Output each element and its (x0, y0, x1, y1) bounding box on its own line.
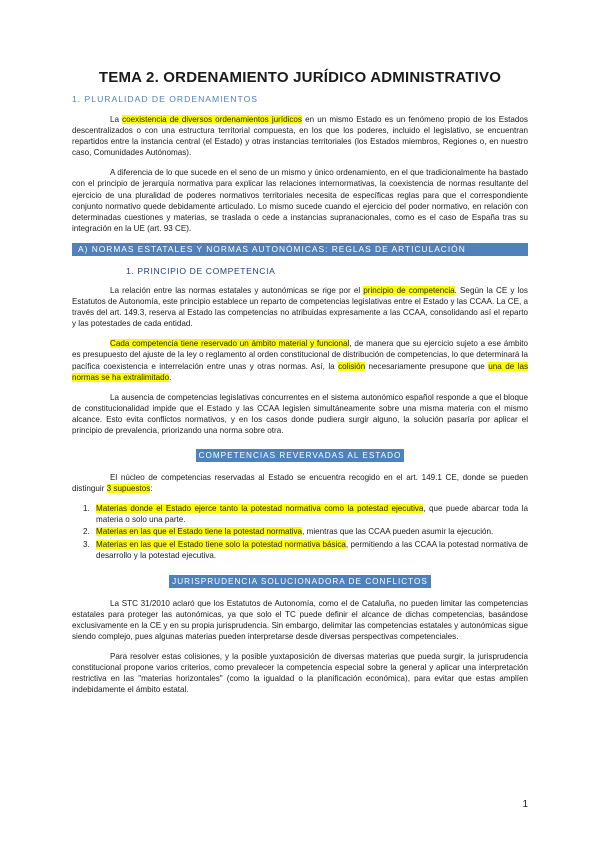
text: necesariamente presupone que (365, 361, 489, 371)
supuestos-list (72, 503, 528, 560)
text: , mientras que las CCAA pueden asumir la ejecución. (302, 527, 494, 537)
text: en un mismo Estado es un fenómeno propio de los Estados descentralizados o con una estructura territorial compuesta, en los que los poderes, incluido el legislativo, se encuentran repartidos entre la instancia central (el Estado) y otras instancias territoriales (los Estados miembros, Regiones o, en nuestro caso, Comunidades Autónomas). (72, 115, 528, 158)
text: , de manera que su ejercicio sujeto a ese ámbito es presupuesto del ajuste de la ley o reglamento al orden constitucional de distribución de competencias, lo que determinará la pacífica coexistencia e interrelación entre unas y otras normas. Así, la (72, 339, 528, 371)
paragraph-stc: La STC 31/2010 aclaró que los Estatutos de Autonomía, como el de Cataluña, no pueden limitar las competencias estatales para proteger las autonómicas, ya que solo el TC puede definir el alcance de dichas competencias, basándose exclusivamente en la CE y en su propia jurisprudencia. Sin embargo, delimitar las competencias estatales y autonómicas sigue siendo complejo, pues algunas materias pueden interpretarse desde diversas perspectivas competenciales. (72, 598, 528, 641)
principle-heading: 1. PRINCIPIO DE COMPETENCIA (126, 265, 276, 276)
paragraph-ausencia: La ausencia de competencias legislativas concurrentes en el sistema autonómico español responde a que el bloque de constitucionalidad impide que el Estado y las CCAA legislen simultáneamente sobre una misma materia con el mismo alcance. Esto evita conflictos normativos, y en los casos donde pudiera surgir alguno, la solución pasaría por aplicar el principio de prevalencia, priorizando una norma sobre otra. (72, 392, 528, 435)
box-heading-jurisprudencia: JURISPRUDENCIA SOLUCIONADORA DE CONFLICTOS (169, 575, 431, 588)
list-item (92, 503, 528, 525)
paragraph-diferencia: A diferencia de lo que sucede en el seno de un mismo y único ordenamiento, en el que tradicionalmente ha bastado con el principio de jerarquía normativa para explicar las relaciones internormativas, la coexistencia de normas resultante del ejercicio de una pluralidad de poderes normativos territoriales necesita de específicas reglas para que el correspondiente conjunto normativo quede debidamente articulado. Lo mismo sucede cuando el ejercicio del poder normativo, en relación con determinadas cuestiones y materias, se traslada o cede a instancias supranacionales, como es el caso de España tras su integración en la UE (art. 93 CE). (72, 168, 528, 233)
highlighted-text: Cada competencia tiene reservado un ámbito material y funcional (110, 339, 350, 349)
text: La (110, 115, 123, 124)
page-number: 1 (522, 799, 528, 810)
document-title: TEMA 2. ORDENAMIENTO JURÍDICO ADMINISTRATIVO (98, 69, 502, 86)
box-heading-competencias: COMPETENCIAS REVERVADAS AL ESTADO (196, 449, 405, 462)
section-heading: 1. PLURALIDAD DE ORDENAMIENTOS (72, 94, 258, 104)
highlighted-text: coexistencia de diversos ordenamientos jurídicos (122, 115, 302, 124)
text: El núcleo de competencias reservadas al Estado se encuentra recogido en el art. 149.1 CE, donde se pueden distinguir (72, 473, 528, 494)
paragraph-colisiones: Para resolver estas colisiones, y la posible yuxtaposición de diversas materias que pueda surgir, la jurisprudencia constitucional propone varios criterios, como prevalecer la competencia especial sobre la general y aplicar una interpretación restrictiva en las "materias horizontales" (como la igualdad o la planificación económica), para evitar que estas amplíen indebidamente el ámbito estatal. (72, 652, 528, 695)
highlighted-text: 3 supuestos (106, 484, 151, 494)
highlighted-text: Materias en las que el Estado tiene solo la potestad normativa básica (96, 539, 346, 549)
subsection-band-heading: A) NORMAS ESTATALES Y NORMAS AUTONÓMICAS: REGLAS DE ARTICULACIÓN (72, 243, 528, 256)
paragraph-ambito (72, 338, 528, 382)
list-item (92, 539, 528, 561)
highlighted-text: Materias en las que el Estado tiene la potestad normativa (96, 527, 303, 537)
box-heading-row (72, 445, 528, 463)
paragraph-nucleo (72, 472, 528, 494)
text: . (169, 372, 172, 382)
highlighted-text: colisión (338, 361, 366, 371)
highlighted-text: Materias donde el Estado ejerce tanto la potestad normativa como la potestad ejecutiva (96, 504, 424, 514)
list-item (92, 526, 528, 537)
text: , permitiendo a las CCAA la potestad normativa de desarrollo y la potestad ejecutiva. (96, 539, 528, 560)
text: , que puede abarcar toda la materia o solo una parte. (96, 504, 529, 525)
text: La relación entre las normas estatales y autonómicas se rige por el (110, 285, 364, 295)
text: . Según la CE y los Estatutos de Autonomía, este principio establece un reparto de competencias legislativas entre el Estado y las CCAA. La CE, a través del art. 149.3, reserva al Estado las competencias no atribuidas expresamente a las CCAA, consolidando así el reparto y las potestades de cada entidad. (72, 285, 528, 329)
paragraph-pluralidad (72, 114, 528, 158)
highlighted-text: una de las normas se ha extralimitado (72, 361, 528, 382)
box-heading-row (72, 571, 528, 589)
text: : (150, 484, 153, 494)
paragraph-principio (72, 285, 528, 329)
highlighted-text: principio de competencia (363, 285, 455, 295)
